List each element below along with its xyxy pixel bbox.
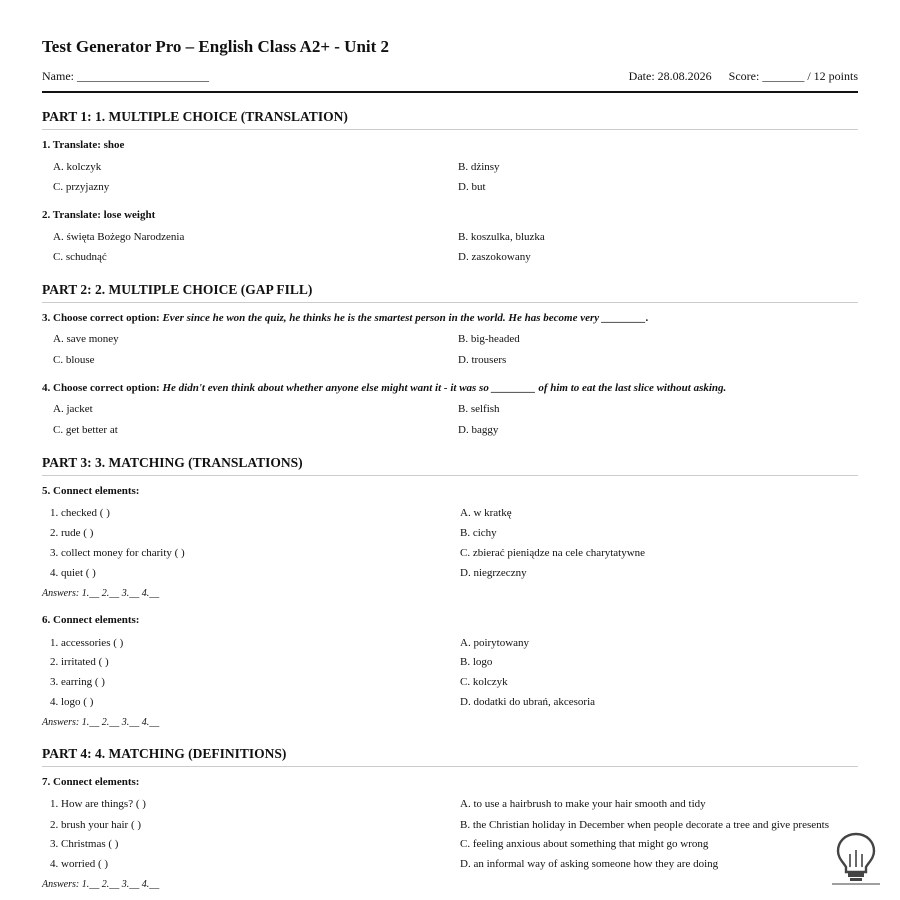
date-score (629, 69, 858, 84)
match-left-item: 3. Christmas ( ) (50, 838, 119, 850)
option-a[interactable]: A. kolczyk (53, 161, 102, 173)
option-d[interactable]: D. zaszokowany (458, 251, 531, 263)
question-6: 6. Connect elements: (42, 614, 140, 626)
part-3-heading (42, 455, 858, 476)
match-right-item: B. logo (460, 656, 493, 668)
match-right-item: C. zbierać pieniądze na cele charytatywne (460, 547, 646, 559)
match-right-item: A. w kratkę (460, 507, 512, 519)
option-d[interactable]: D. trousers (458, 354, 507, 366)
match-right-item: B. the Christian holiday in December when people decorate a tree and give presents (460, 819, 829, 831)
score-label: Score: _______ / 12 points (728, 69, 858, 83)
match-left-item: 3. earring ( ) (50, 676, 105, 688)
match-right-item: C. feeling anxious about something that might go wrong (460, 838, 709, 850)
question-4 (42, 382, 726, 394)
option-c[interactable]: C. blouse (53, 354, 95, 366)
option-a[interactable]: A. jacket (53, 403, 93, 415)
part-4-heading (42, 746, 858, 767)
question-5: 5. Connect elements: (42, 485, 140, 497)
option-c[interactable]: C. schudnąć (53, 251, 107, 263)
part-title: PART 1: 1. MULTIPLE CHOICE (TRANSLATION) (42, 109, 858, 130)
match-left-item: 3. collect money for charity ( ) (50, 547, 185, 559)
question-2: 2. Translate: lose weight (42, 209, 156, 221)
match-right-item: A. to use a hairbrush to make your hair smooth and tidy (460, 798, 706, 810)
question-label: 4. Choose correct option: (42, 382, 163, 394)
date-label: Date: 28.08.2026 (628, 69, 712, 83)
match-right-item: D. an informal way of asking someone how they are doing (460, 858, 719, 870)
option-a[interactable]: A. święta Bożego Narodzenia (53, 231, 185, 243)
match-left-item: 4. worried ( ) (50, 858, 109, 870)
answers-line[interactable]: Answers: 1.__ 2.__ 3.__ 4.__ (42, 717, 160, 728)
option-b[interactable]: B. selfish (458, 403, 500, 415)
match-left-item: 1. checked ( ) (50, 507, 110, 519)
match-right-item: A. poirytowany (460, 637, 530, 649)
match-left-item: 1. How are things? ( ) (50, 798, 146, 810)
option-b[interactable]: B. koszulka, bluzka (458, 231, 545, 243)
match-left-item: 4. logo ( ) (50, 696, 94, 708)
option-b[interactable]: B. big-headed (458, 333, 520, 345)
answers-line[interactable]: Answers: 1.__ 2.__ 3.__ 4.__ (42, 588, 160, 599)
question-3 (42, 312, 649, 324)
match-left-item: 1. accessories ( ) (50, 637, 124, 649)
match-left-item: 2. rude ( ) (50, 527, 94, 539)
question-stem: He didn't even think about whether anyone else might want it - it was so ________ of him to eat the last slice without asking. (162, 382, 727, 394)
match-left-item: 2. irritated ( ) (50, 656, 109, 668)
match-right-item: D. niegrzeczny (460, 567, 527, 579)
lightbulb-logo-icon (826, 830, 886, 886)
match-left-item: 2. brush your hair ( ) (50, 819, 142, 831)
question-label: 3. Choose correct option: (42, 312, 163, 324)
part-title: PART 3: 3. MATCHING (TRANSLATIONS) (42, 455, 858, 476)
page-title: Test Generator Pro – English Class A2+ - Unit 2 (42, 37, 390, 56)
option-d[interactable]: D. but (458, 181, 486, 193)
part-title: PART 2: 2. MULTIPLE CHOICE (GAP FILL) (42, 282, 858, 303)
answers-line[interactable]: Answers: 1.__ 2.__ 3.__ 4.__ (42, 879, 160, 890)
option-b[interactable]: B. dżinsy (458, 161, 500, 173)
question-1: 1. Translate: shoe (42, 139, 125, 151)
question-7: 7. Connect elements: (42, 776, 140, 788)
part-1-heading (42, 109, 858, 130)
option-d[interactable]: D. baggy (458, 424, 499, 436)
match-left-item: 4. quiet ( ) (50, 567, 96, 579)
match-right-item: D. dodatki do ubrań, akcesoria (460, 696, 596, 708)
option-c[interactable]: C. get better at (53, 424, 118, 436)
match-right-item: C. kolczyk (460, 676, 508, 688)
match-right-item: B. cichy (460, 527, 497, 539)
option-c[interactable]: C. przyjazny (53, 181, 110, 193)
question-stem: Ever since he won the quiz, he thinks he is the smartest person in the world. He has become very ________. (162, 312, 649, 324)
part-title: PART 4: 4. MATCHING (DEFINITIONS) (42, 746, 858, 767)
header-divider (42, 91, 858, 93)
part-2-heading (42, 282, 858, 303)
name-field: Name: ______________________ (42, 69, 209, 83)
option-a[interactable]: A. save money (53, 333, 119, 345)
